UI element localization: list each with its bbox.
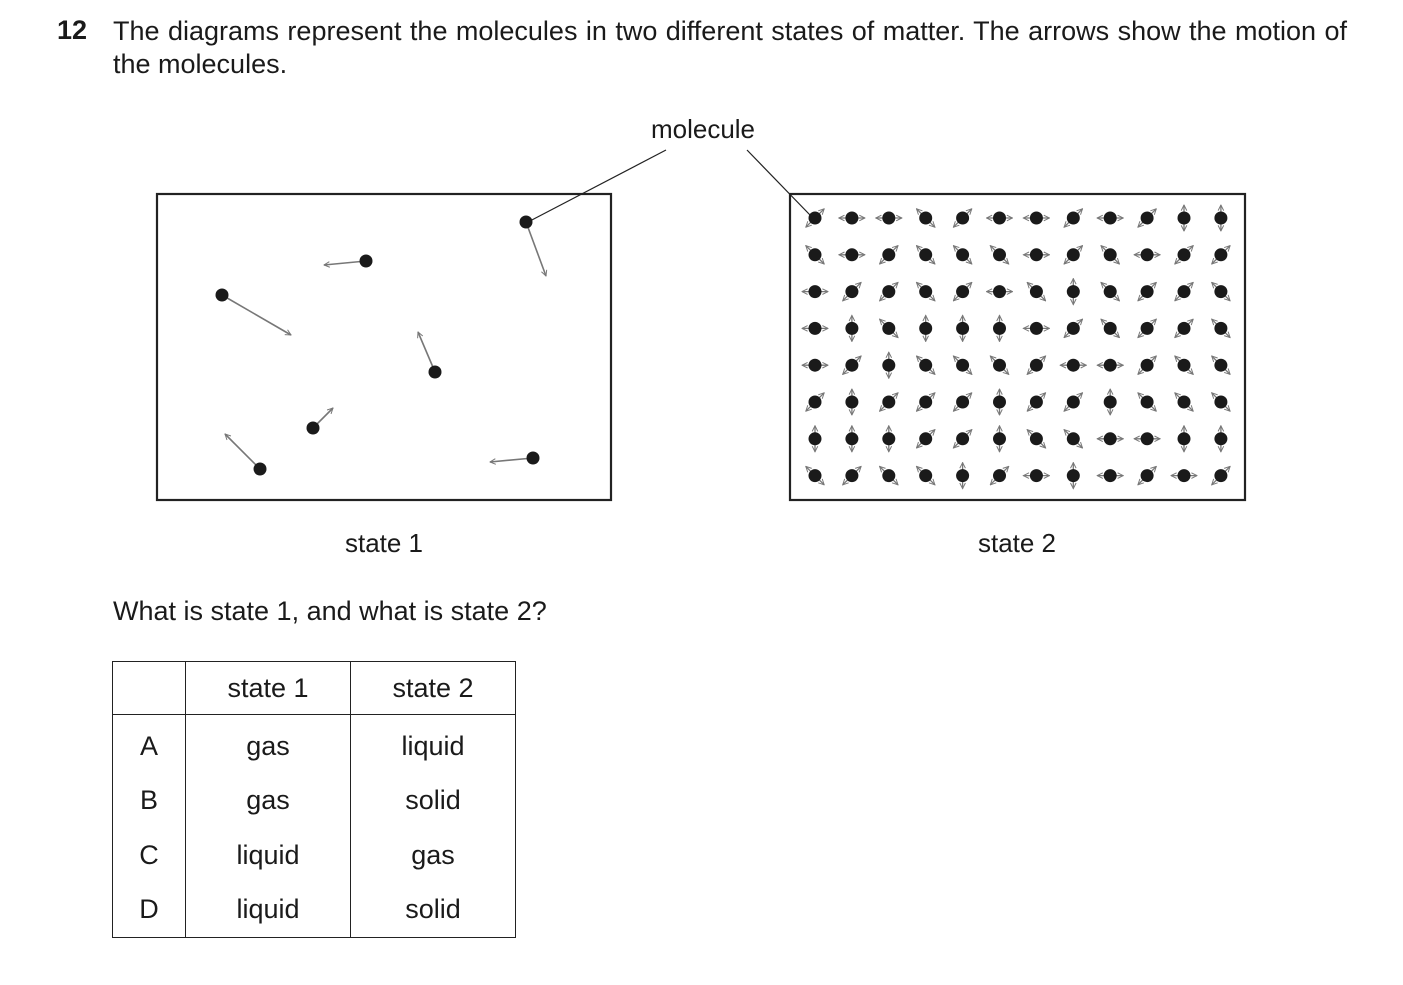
molecule-callout-label: molecule [650,114,756,144]
header-state2: state 2 [351,662,516,715]
molecule [809,396,822,409]
molecule [1030,396,1043,409]
molecule [882,396,895,409]
molecule [1067,469,1080,482]
molecule [809,432,822,445]
state2-caption: state 2 [977,528,1057,558]
molecule [1178,285,1191,298]
option-state1: liquid [186,828,351,883]
molecule [1214,396,1227,409]
molecule [919,248,932,261]
molecule [1178,322,1191,335]
option-state1: gas [186,715,351,774]
molecule [1214,248,1227,261]
molecule [919,285,932,298]
question-number: 12 [57,15,88,45]
question-stem: The diagrams represent the molecules in two different states of matter. The arrows show the motion of the molecules. [113,16,1347,79]
molecule [429,366,442,379]
molecule [1104,285,1117,298]
molecule [1214,432,1227,445]
molecule [956,432,969,445]
molecule [882,432,895,445]
molecule [1214,285,1227,298]
molecule [845,285,858,298]
molecule [1141,248,1154,261]
molecule [845,396,858,409]
molecule [1067,359,1080,372]
molecule [919,359,932,372]
molecule [1104,212,1117,225]
molecule [1178,212,1191,225]
molecule [1141,432,1154,445]
molecule [1178,359,1191,372]
option-state1: gas [186,774,351,829]
molecule [809,212,822,225]
molecule [1178,396,1191,409]
molecule [1141,285,1154,298]
option-row-c[interactable] [113,828,516,883]
molecule [919,212,932,225]
option-state2: solid [351,883,516,938]
molecule [882,212,895,225]
molecule [1030,285,1043,298]
molecule [1067,322,1080,335]
molecule [919,469,932,482]
molecule [1104,322,1117,335]
molecule [882,322,895,335]
header-state1: state 1 [186,662,351,715]
molecule [1067,396,1080,409]
molecule [1178,469,1191,482]
callout-leader-right [747,150,810,215]
molecule [1214,212,1227,225]
molecule [993,432,1006,445]
molecule [1104,396,1117,409]
molecule [1141,359,1154,372]
molecule [1214,469,1227,482]
molecule [1104,359,1117,372]
molecule [1067,248,1080,261]
molecule [1214,359,1227,372]
option-row-d[interactable] [113,883,516,938]
molecule [882,359,895,372]
molecule [1030,359,1043,372]
molecule [993,359,1006,372]
molecule [1067,432,1080,445]
molecule [1141,322,1154,335]
molecule [845,359,858,372]
molecule [1104,248,1117,261]
molecule [919,432,932,445]
option-letter: A [113,715,186,774]
option-letter: B [113,774,186,829]
molecule [1178,432,1191,445]
molecule [956,469,969,482]
molecule [1178,248,1191,261]
molecule [993,248,1006,261]
molecule [845,469,858,482]
molecule [809,359,822,372]
molecule [307,422,320,435]
option-state2: liquid [351,715,516,774]
molecule [527,452,540,465]
molecule [993,322,1006,335]
molecule [919,396,932,409]
molecule [882,248,895,261]
option-row-b[interactable] [113,774,516,829]
molecule [845,248,858,261]
molecule [845,322,858,335]
molecule [809,469,822,482]
molecule [520,216,533,229]
state1-frame [157,194,611,500]
molecule [956,248,969,261]
molecule [1067,285,1080,298]
option-state1: liquid [186,883,351,938]
option-state2: solid [351,774,516,829]
molecule [1104,469,1117,482]
state2-frame [790,194,1245,500]
molecule [809,248,822,261]
molecule [809,322,822,335]
molecule [1030,212,1043,225]
molecule [254,463,267,476]
molecule [1104,432,1117,445]
molecule [1067,212,1080,225]
option-letter: C [113,828,186,883]
state1-caption: state 1 [344,528,424,558]
molecule [809,285,822,298]
state1-molecules [216,216,547,476]
molecule [956,212,969,225]
molecule [1030,322,1043,335]
molecule [216,289,229,302]
header-blank [113,662,186,715]
option-letter: D [113,883,186,938]
molecule [1141,396,1154,409]
option-row-a[interactable] [113,715,516,774]
molecule [1141,212,1154,225]
molecule [993,285,1006,298]
molecule [956,396,969,409]
molecule [956,359,969,372]
molecule [993,469,1006,482]
option-state2: gas [351,828,516,883]
molecule [882,469,895,482]
molecule [882,285,895,298]
molecule [1214,322,1227,335]
molecule [1141,469,1154,482]
molecule [956,285,969,298]
molecule [1030,248,1043,261]
molecule [1030,469,1043,482]
molecule [1030,432,1043,445]
molecule [919,322,932,335]
molecule [845,432,858,445]
molecule [956,322,969,335]
callout-leader-left [528,150,666,222]
state2-molecule-lattice [802,205,1230,489]
answer-options-table [112,661,516,938]
molecule [993,396,1006,409]
molecule [845,212,858,225]
question-prompt: What is state 1, and what is state 2? [113,596,547,626]
molecule [360,255,373,268]
molecule [993,212,1006,225]
